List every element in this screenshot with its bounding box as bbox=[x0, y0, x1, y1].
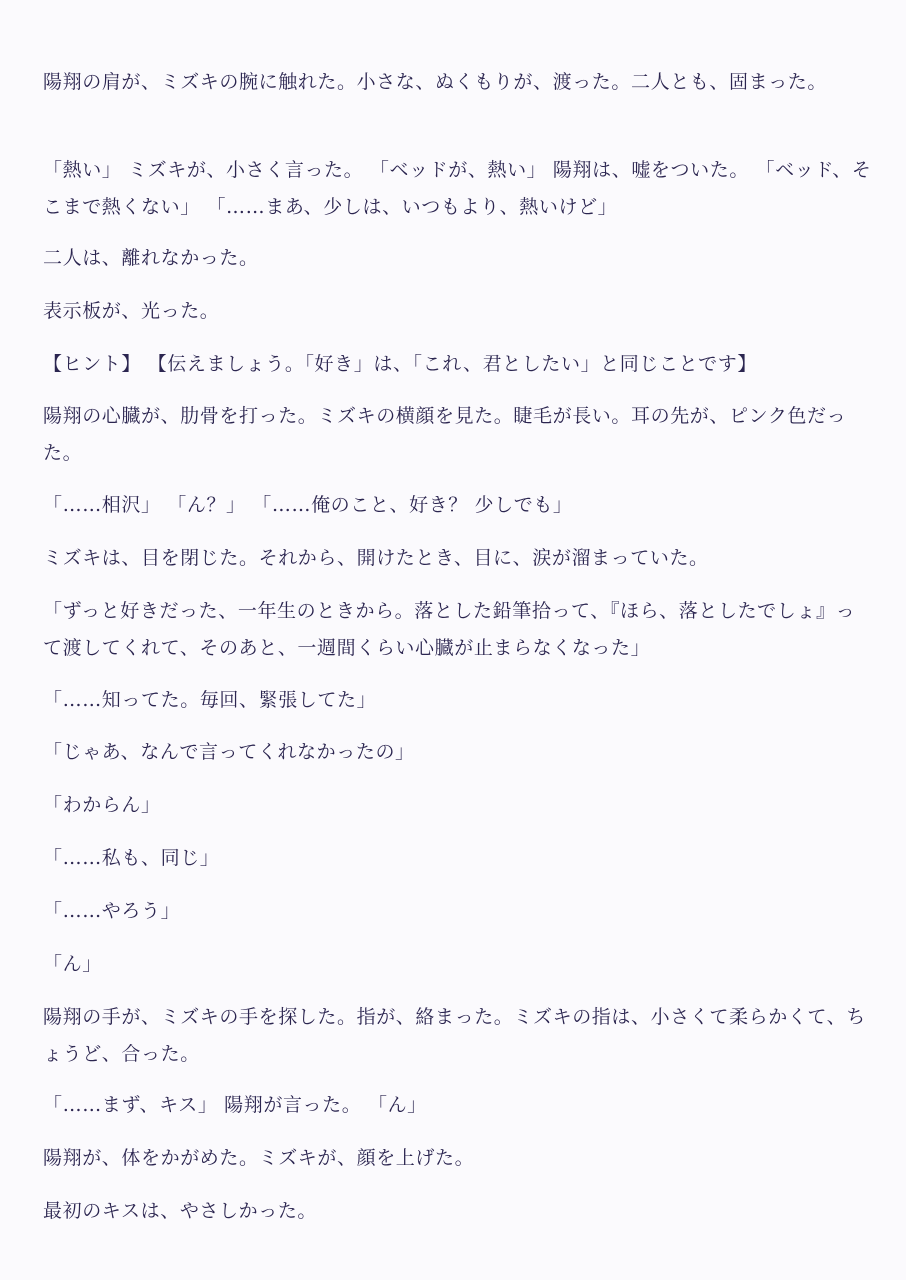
paragraph: 陽翔の肩が、ミズキの腕に触れた。小さな、ぬくもりが、渡った。二人とも、固まった。 bbox=[43, 71, 828, 93]
paragraph: 「ん」 bbox=[43, 953, 102, 975]
paragraph: 最初のキスは、やさしかった。 bbox=[43, 1200, 318, 1222]
paragraph: 「……相沢」 「ん？」 「……俺のこと、好き？ 少しでも」 bbox=[43, 494, 573, 516]
paragraph: 【ヒント】 【伝えましょう。「好き」は、「これ、君としたい」と同じことです】 bbox=[43, 353, 757, 375]
paragraph: 陽翔が、体をかがめた。ミズキが、顔を上げた。 bbox=[43, 1147, 475, 1169]
paragraph: 「……知ってた。毎回、緊張してた」 bbox=[43, 689, 377, 711]
paragraph: 「わからん」 bbox=[43, 794, 161, 816]
paragraph: 「じゃあ、なんで言ってくれなかったの」 bbox=[43, 741, 415, 763]
paragraph: 「ずっと好きだった、一年生のときから。落とした鉛筆拾って、『ほら、落としたでしょ』って渡してくれて、そのあと、一週間くらい心臓が止まらなくなった」 bbox=[43, 600, 856, 659]
paragraph: 「……私も、同じ」 bbox=[43, 847, 220, 869]
paragraph: 表示板が、光った。 bbox=[43, 300, 220, 322]
paragraph: ミズキは、目を閉じた。それから、開けたとき、目に、涙が溜まっていた。 bbox=[43, 547, 709, 569]
paragraph: 「……やろう」 bbox=[43, 900, 181, 922]
paragraph: 「熱い」 ミズキが、小さく言った。 「ベッドが、熱い」 陽翔は、嘘をついた。 「ベッド、そこまで熱くない」 「……まあ、少しは、いつもより、熱いけど」 bbox=[43, 159, 872, 218]
paragraph: 二人は、離れなかった。 bbox=[43, 247, 259, 269]
paragraph: 「……まず、キス」 陽翔が言った。 「ん」 bbox=[43, 1094, 427, 1116]
paragraph: 陽翔の心臓が、肋骨を打った。ミズキの横顔を見た。睫毛が長い。耳の先が、ピンク色だった。 bbox=[43, 405, 847, 464]
paragraph: 陽翔の手が、ミズキの手を探した。指が、絡まった。ミズキの指は、小さくて柔らかくて、ちょうど、合った。 bbox=[43, 1006, 866, 1065]
